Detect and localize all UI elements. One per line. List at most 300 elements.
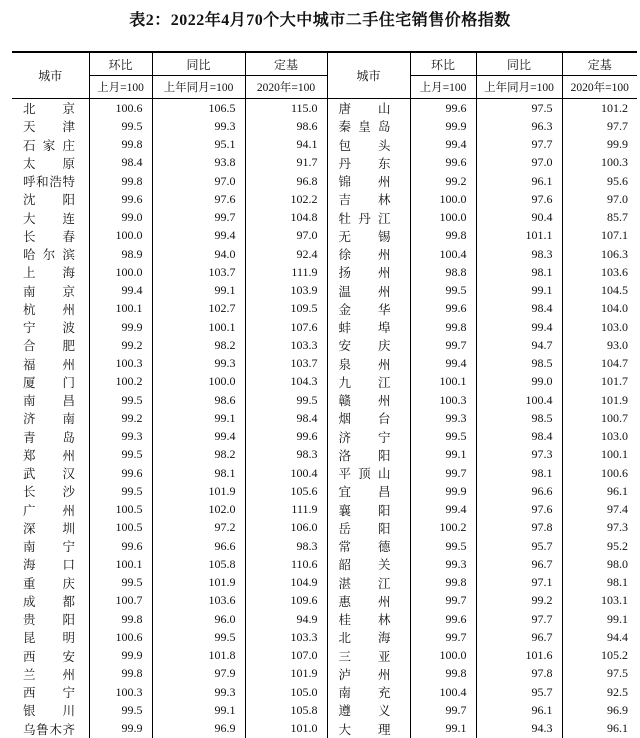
- header-yoy-base-right: 上年同月=100: [476, 76, 562, 99]
- fixed-cell-left: 96.8: [245, 172, 327, 190]
- mom-cell-left: 99.5: [89, 117, 152, 135]
- city-name: 西安: [23, 649, 75, 664]
- yoy-cell-left: 93.8: [152, 154, 245, 172]
- city-name: 秦皇岛: [338, 120, 391, 135]
- city-cell-left: [12, 628, 89, 646]
- fixed-cell-right: 104.7: [601, 356, 628, 371]
- fixed-cell-left: 105.0: [245, 683, 327, 701]
- fixed-cell-right: 101.2: [601, 100, 628, 115]
- mom-cell-left: 99.8: [89, 610, 152, 628]
- city-name: 吉林: [338, 193, 391, 208]
- city-name: 重庆: [23, 576, 75, 591]
- fixed-cell-left: 115.0: [245, 99, 327, 118]
- yoy-cell-right: 98.5: [476, 409, 562, 427]
- city-name: 北海: [338, 631, 391, 646]
- mom-cell-right: 99.6: [410, 610, 476, 628]
- yoy-cell-right: 97.6: [476, 190, 562, 208]
- fixed-cell-right: 105.2: [601, 648, 628, 663]
- fixed-cell-right: 99.9: [607, 137, 628, 152]
- table-header: [12, 52, 637, 99]
- mom-cell-right: 100.4: [410, 245, 476, 263]
- city-cell-right: [327, 537, 410, 555]
- mom-cell-left: 100.1: [89, 555, 152, 573]
- city-name: 济宁: [338, 430, 391, 445]
- fixed-cell-left: 105.6: [245, 482, 327, 500]
- fixed-cell-left: 109.5: [245, 300, 327, 318]
- city-name: 武汉: [23, 467, 75, 482]
- fixed-cell-right: 101.7: [601, 374, 628, 389]
- table-row: [12, 628, 637, 646]
- city-name: 乌鲁木齐: [23, 722, 75, 737]
- yoy-cell-left: 95.1: [152, 136, 245, 154]
- mom-cell-right: 100.4: [410, 683, 476, 701]
- mom-cell-right: 99.5: [410, 537, 476, 555]
- mom-cell-left: 99.5: [89, 446, 152, 464]
- yoy-cell-left: 98.2: [152, 446, 245, 464]
- yoy-cell-left: 97.2: [152, 519, 245, 537]
- yoy-cell-left: 94.0: [152, 245, 245, 263]
- city-cell-left: [12, 683, 89, 701]
- city-name: 湛江: [338, 576, 391, 591]
- mom-cell-right: 100.0: [410, 647, 476, 665]
- mom-cell-left: 99.5: [89, 482, 152, 500]
- yoy-cell-right: 99.4: [476, 318, 562, 336]
- mom-cell-left: 99.0: [89, 209, 152, 227]
- mom-cell-left: 100.0: [89, 227, 152, 245]
- fixed-cell-right: 103.1: [601, 593, 628, 608]
- yoy-cell-right: 99.0: [476, 373, 562, 391]
- yoy-cell-left: 99.3: [152, 117, 245, 135]
- yoy-cell-right: 98.4: [476, 300, 562, 318]
- yoy-cell-left: 105.8: [152, 555, 245, 573]
- city-name: 南昌: [23, 394, 75, 409]
- fixed-cell-left: 110.6: [245, 555, 327, 573]
- city-cell-right: [327, 592, 410, 610]
- fixed-cell-left: 104.9: [245, 574, 327, 592]
- yoy-cell-right: 94.7: [476, 336, 562, 354]
- city-cell-left: [12, 136, 89, 154]
- yoy-cell-right: 100.4: [476, 391, 562, 409]
- city-cell-right: [327, 683, 410, 701]
- fixed-cell-left: 107.0: [245, 647, 327, 665]
- header-yoy-left: 同比: [152, 52, 245, 76]
- fixed-cell-right: 98.1: [607, 575, 628, 590]
- mom-cell-right: 99.7: [410, 464, 476, 482]
- yoy-cell-right: 95.7: [476, 683, 562, 701]
- table-row: [12, 482, 637, 500]
- mom-cell-left: 99.5: [89, 391, 152, 409]
- city-name: 海口: [23, 558, 75, 573]
- fixed-cell-right: 96.1: [607, 483, 628, 498]
- mom-cell-right: 100.3: [410, 391, 476, 409]
- table-row: [12, 373, 637, 391]
- city-name: 九江: [338, 375, 391, 390]
- city-name: 赣州: [338, 394, 391, 409]
- yoy-cell-left: 102.0: [152, 501, 245, 519]
- fixed-cell-right: 97.7: [607, 118, 628, 133]
- city-name: 兰州: [23, 667, 75, 682]
- city-cell-right: [327, 336, 410, 354]
- yoy-cell-left: 98.2: [152, 336, 245, 354]
- city-name: 洛阳: [338, 448, 391, 463]
- table-row: [12, 519, 637, 537]
- city-cell-left: [12, 245, 89, 263]
- mom-cell-left: 99.2: [89, 336, 152, 354]
- city-name: 太原: [23, 156, 75, 171]
- mom-cell-right: 99.8: [410, 574, 476, 592]
- table-row: [12, 263, 637, 281]
- mom-cell-left: 99.5: [89, 574, 152, 592]
- fixed-cell-right: 104.5: [601, 283, 628, 298]
- fixed-cell-left: 91.7: [245, 154, 327, 172]
- city-cell-right: [327, 300, 410, 318]
- mom-cell-left: 99.8: [89, 172, 152, 190]
- mom-cell-left: 99.3: [89, 428, 152, 446]
- city-cell-left: [12, 537, 89, 555]
- fixed-cell-right: 96.1: [607, 721, 628, 736]
- city-cell-left: [12, 720, 89, 738]
- mom-cell-left: 99.6: [89, 464, 152, 482]
- city-name: 丹东: [338, 156, 391, 171]
- city-name: 长春: [23, 229, 75, 244]
- mom-cell-left: 100.6: [89, 99, 152, 118]
- mom-cell-left: 99.5: [89, 701, 152, 719]
- mom-cell-right: 99.7: [410, 701, 476, 719]
- city-cell-left: [12, 99, 89, 118]
- mom-cell-left: 99.4: [89, 282, 152, 300]
- yoy-cell-right: 101.1: [476, 227, 562, 245]
- mom-cell-left: 99.9: [89, 647, 152, 665]
- city-cell-right: [327, 117, 410, 135]
- mom-cell-right: 100.0: [410, 209, 476, 227]
- mom-cell-right: 99.9: [410, 117, 476, 135]
- fixed-cell-right: 100.6: [601, 465, 628, 480]
- city-cell-right: [327, 190, 410, 208]
- city-cell-right: [327, 99, 410, 118]
- city-name: 大理: [338, 722, 391, 737]
- city-name: 成都: [23, 594, 75, 609]
- yoy-cell-right: 97.8: [476, 519, 562, 537]
- mom-cell-right: 100.0: [410, 190, 476, 208]
- yoy-cell-left: 97.9: [152, 665, 245, 683]
- city-cell-right: [327, 154, 410, 172]
- yoy-cell-right: 98.1: [476, 263, 562, 281]
- city-name: 呼和浩特: [23, 175, 75, 190]
- city-cell-left: [12, 117, 89, 135]
- city-name: 温州: [338, 284, 391, 299]
- fixed-cell-left: 99.6: [245, 428, 327, 446]
- mom-cell-right: 99.4: [410, 355, 476, 373]
- yoy-cell-left: 96.0: [152, 610, 245, 628]
- yoy-cell-left: 99.5: [152, 628, 245, 646]
- fixed-cell-right: 100.7: [601, 410, 628, 425]
- city-cell-left: [12, 701, 89, 719]
- mom-cell-left: 99.6: [89, 537, 152, 555]
- yoy-cell-left: 101.9: [152, 574, 245, 592]
- fixed-cell-right: 85.7: [607, 210, 628, 225]
- city-cell-right: [327, 209, 410, 227]
- mom-cell-right: 99.4: [410, 501, 476, 519]
- mom-cell-right: 99.6: [410, 99, 476, 118]
- city-cell-right: [327, 409, 410, 427]
- yoy-cell-right: 90.4: [476, 209, 562, 227]
- city-name: 遵义: [338, 704, 391, 719]
- mom-cell-left: 100.5: [89, 501, 152, 519]
- yoy-cell-left: 100.0: [152, 373, 245, 391]
- city-name: 桂林: [338, 613, 391, 628]
- city-cell-left: [12, 300, 89, 318]
- fixed-cell-right: 99.1: [607, 611, 628, 626]
- mom-cell-right: 99.3: [410, 555, 476, 573]
- city-cell-right: [327, 172, 410, 190]
- header-fixed-right: 定基: [562, 52, 637, 76]
- yoy-cell-left: 99.1: [152, 282, 245, 300]
- table-row: [12, 647, 637, 665]
- yoy-cell-right: 98.4: [476, 428, 562, 446]
- yoy-cell-right: 96.7: [476, 555, 562, 573]
- mom-cell-right: 99.5: [410, 282, 476, 300]
- header-mom-left: 环比: [89, 52, 152, 76]
- city-cell-right: [327, 464, 410, 482]
- yoy-cell-right: 95.7: [476, 537, 562, 555]
- table-row: [12, 154, 637, 172]
- mom-cell-left: 100.0: [89, 263, 152, 281]
- city-name: 南充: [338, 686, 391, 701]
- yoy-cell-left: 96.9: [152, 720, 245, 738]
- header-city-left: 城市: [12, 52, 89, 99]
- mom-cell-right: 100.2: [410, 519, 476, 537]
- fixed-cell-left: 107.6: [245, 318, 327, 336]
- table-row: [12, 318, 637, 336]
- city-name: 银川: [23, 704, 75, 719]
- mom-cell-right: 99.8: [410, 227, 476, 245]
- fixed-cell-left: 101.9: [245, 665, 327, 683]
- city-cell-right: [327, 391, 410, 409]
- city-cell-right: [327, 519, 410, 537]
- fixed-cell-right: 97.0: [607, 191, 628, 206]
- mom-cell-left: 100.7: [89, 592, 152, 610]
- yoy-cell-left: 101.9: [152, 482, 245, 500]
- table-row: [12, 136, 637, 154]
- city-cell-right: [327, 355, 410, 373]
- yoy-cell-right: 97.5: [476, 99, 562, 118]
- city-cell-left: [12, 428, 89, 446]
- table-row: [12, 300, 637, 318]
- fixed-cell-right: 103.0: [601, 319, 628, 334]
- yoy-cell-right: 98.1: [476, 464, 562, 482]
- table-row: [12, 464, 637, 482]
- yoy-cell-right: 97.0: [476, 154, 562, 172]
- yoy-cell-right: 98.3: [476, 245, 562, 263]
- mom-cell-right: 99.7: [410, 628, 476, 646]
- mom-cell-right: 99.9: [410, 482, 476, 500]
- header-yoy-right: 同比: [476, 52, 562, 76]
- fixed-cell-left: 94.9: [245, 610, 327, 628]
- yoy-cell-left: 98.1: [152, 464, 245, 482]
- city-name: 蚌埠: [338, 321, 391, 336]
- city-name: 无锡: [338, 229, 391, 244]
- city-name: 郑州: [23, 448, 75, 463]
- city-cell-right: [327, 263, 410, 281]
- table-row: [12, 190, 637, 208]
- fixed-cell-right: 95.6: [607, 173, 628, 188]
- city-name: 岳阳: [338, 521, 391, 536]
- fixed-cell-left: 92.4: [245, 245, 327, 263]
- table-row: [12, 683, 637, 701]
- city-cell-right: [327, 282, 410, 300]
- city-cell-right: [327, 373, 410, 391]
- table-row: [12, 555, 637, 573]
- city-name: 厦门: [23, 375, 75, 390]
- city-cell-right: [327, 665, 410, 683]
- fixed-cell-left: 98.3: [245, 537, 327, 555]
- city-name: 唐山: [338, 102, 391, 117]
- city-name: 常德: [338, 540, 391, 555]
- city-name: 扬州: [338, 266, 391, 281]
- table-row: [12, 355, 637, 373]
- city-cell-left: [12, 355, 89, 373]
- fixed-cell-left: 98.4: [245, 409, 327, 427]
- mom-cell-left: 99.8: [89, 665, 152, 683]
- city-name: 上海: [23, 266, 75, 281]
- city-cell-left: [12, 209, 89, 227]
- fixed-cell-right: 98.0: [607, 556, 628, 571]
- yoy-cell-left: 99.1: [152, 409, 245, 427]
- table-row: [12, 209, 637, 227]
- yoy-cell-right: 97.3: [476, 446, 562, 464]
- mom-cell-right: 100.1: [410, 373, 476, 391]
- table-row: [12, 574, 637, 592]
- mom-cell-right: 99.1: [410, 720, 476, 738]
- city-name: 大连: [23, 211, 75, 226]
- city-name: 北京: [23, 102, 75, 117]
- table-row: [12, 428, 637, 446]
- city-name: 金华: [338, 302, 391, 317]
- city-cell-right: [327, 628, 410, 646]
- mom-cell-left: 98.9: [89, 245, 152, 263]
- mom-cell-right: 99.4: [410, 136, 476, 154]
- table-row: [12, 701, 637, 719]
- mom-cell-right: 99.2: [410, 172, 476, 190]
- mom-cell-right: 99.8: [410, 318, 476, 336]
- city-cell-right: [327, 318, 410, 336]
- city-cell-left: [12, 373, 89, 391]
- table-row: [12, 537, 637, 555]
- fixed-cell-right: 92.5: [607, 684, 628, 699]
- table-row: [12, 409, 637, 427]
- fixed-cell-left: 97.0: [245, 227, 327, 245]
- mom-cell-right: 99.1: [410, 446, 476, 464]
- mom-cell-left: 100.3: [89, 683, 152, 701]
- table-row: [12, 446, 637, 464]
- table-row: [12, 117, 637, 135]
- mom-cell-left: 98.4: [89, 154, 152, 172]
- city-cell-right: [327, 428, 410, 446]
- city-cell-right: [327, 555, 410, 573]
- city-cell-left: [12, 482, 89, 500]
- city-name: 三亚: [338, 649, 391, 664]
- fixed-cell-right: 95.2: [607, 538, 628, 553]
- mom-cell-left: 99.9: [89, 318, 152, 336]
- page-title: 表2：2022年4月70个大中城市二手住宅销售价格指数: [129, 12, 511, 29]
- city-name: 石家庄: [23, 138, 75, 153]
- yoy-cell-left: 97.6: [152, 190, 245, 208]
- mom-cell-left: 100.2: [89, 373, 152, 391]
- city-name: 哈尔滨: [23, 248, 75, 263]
- fixed-cell-left: 103.7: [245, 355, 327, 373]
- fixed-cell-left: 104.3: [245, 373, 327, 391]
- price-index-table: [12, 51, 637, 738]
- fixed-cell-left: 100.4: [245, 464, 327, 482]
- mom-cell-right: 99.5: [410, 428, 476, 446]
- mom-cell-left: 99.2: [89, 409, 152, 427]
- city-name: 安庆: [338, 339, 391, 354]
- city-cell-left: [12, 172, 89, 190]
- city-name: 福州: [23, 357, 75, 372]
- fixed-cell-left: 98.3: [245, 446, 327, 464]
- mom-cell-left: 100.3: [89, 355, 152, 373]
- header-fixed-left: 定基: [245, 52, 327, 76]
- fixed-cell-right: 97.3: [607, 520, 628, 535]
- yoy-cell-right: 97.7: [476, 610, 562, 628]
- fixed-cell-right: 101.9: [601, 392, 628, 407]
- city-name: 昆明: [23, 631, 75, 646]
- mom-cell-left: 100.6: [89, 628, 152, 646]
- city-name: 沈阳: [23, 193, 75, 208]
- yoy-cell-left: 103.6: [152, 592, 245, 610]
- yoy-cell-left: 100.1: [152, 318, 245, 336]
- city-name: 贵阳: [23, 613, 75, 628]
- header-yoy-base-left: 上年同月=100: [152, 76, 245, 99]
- fixed-cell-right: 93.0: [607, 337, 628, 352]
- city-cell-left: [12, 391, 89, 409]
- city-name: 韶关: [338, 558, 391, 573]
- fixed-cell-left: 103.3: [245, 628, 327, 646]
- table-row: [12, 99, 637, 118]
- city-name: 南京: [23, 284, 75, 299]
- yoy-cell-right: 96.7: [476, 628, 562, 646]
- city-name: 青岛: [23, 430, 75, 445]
- city-name: 包头: [338, 138, 391, 153]
- city-cell-right: [327, 245, 410, 263]
- city-cell-left: [12, 446, 89, 464]
- city-cell-left: [12, 555, 89, 573]
- city-cell-right: [327, 227, 410, 245]
- city-name: 牡丹江: [338, 211, 391, 226]
- fixed-cell-right: 94.4: [607, 629, 628, 644]
- yoy-cell-left: 103.7: [152, 263, 245, 281]
- table-row: [12, 172, 637, 190]
- fixed-cell-left: 103.3: [245, 336, 327, 354]
- mom-cell-left: 99.6: [89, 190, 152, 208]
- fixed-cell-right: 96.9: [607, 702, 628, 717]
- mom-cell-left: 99.9: [89, 720, 152, 738]
- yoy-cell-left: 98.6: [152, 391, 245, 409]
- city-cell-left: [12, 409, 89, 427]
- city-cell-left: [12, 501, 89, 519]
- yoy-cell-left: 97.0: [152, 172, 245, 190]
- city-cell-left: [12, 610, 89, 628]
- fixed-cell-right: 106.3: [601, 246, 628, 261]
- fixed-cell-left: 103.9: [245, 282, 327, 300]
- fixed-cell-left: 105.8: [245, 701, 327, 719]
- yoy-cell-left: 99.3: [152, 683, 245, 701]
- city-cell-right: [327, 574, 410, 592]
- yoy-cell-right: 99.2: [476, 592, 562, 610]
- fixed-cell-left: 106.0: [245, 519, 327, 537]
- yoy-cell-left: 99.7: [152, 209, 245, 227]
- yoy-cell-right: 94.3: [476, 720, 562, 738]
